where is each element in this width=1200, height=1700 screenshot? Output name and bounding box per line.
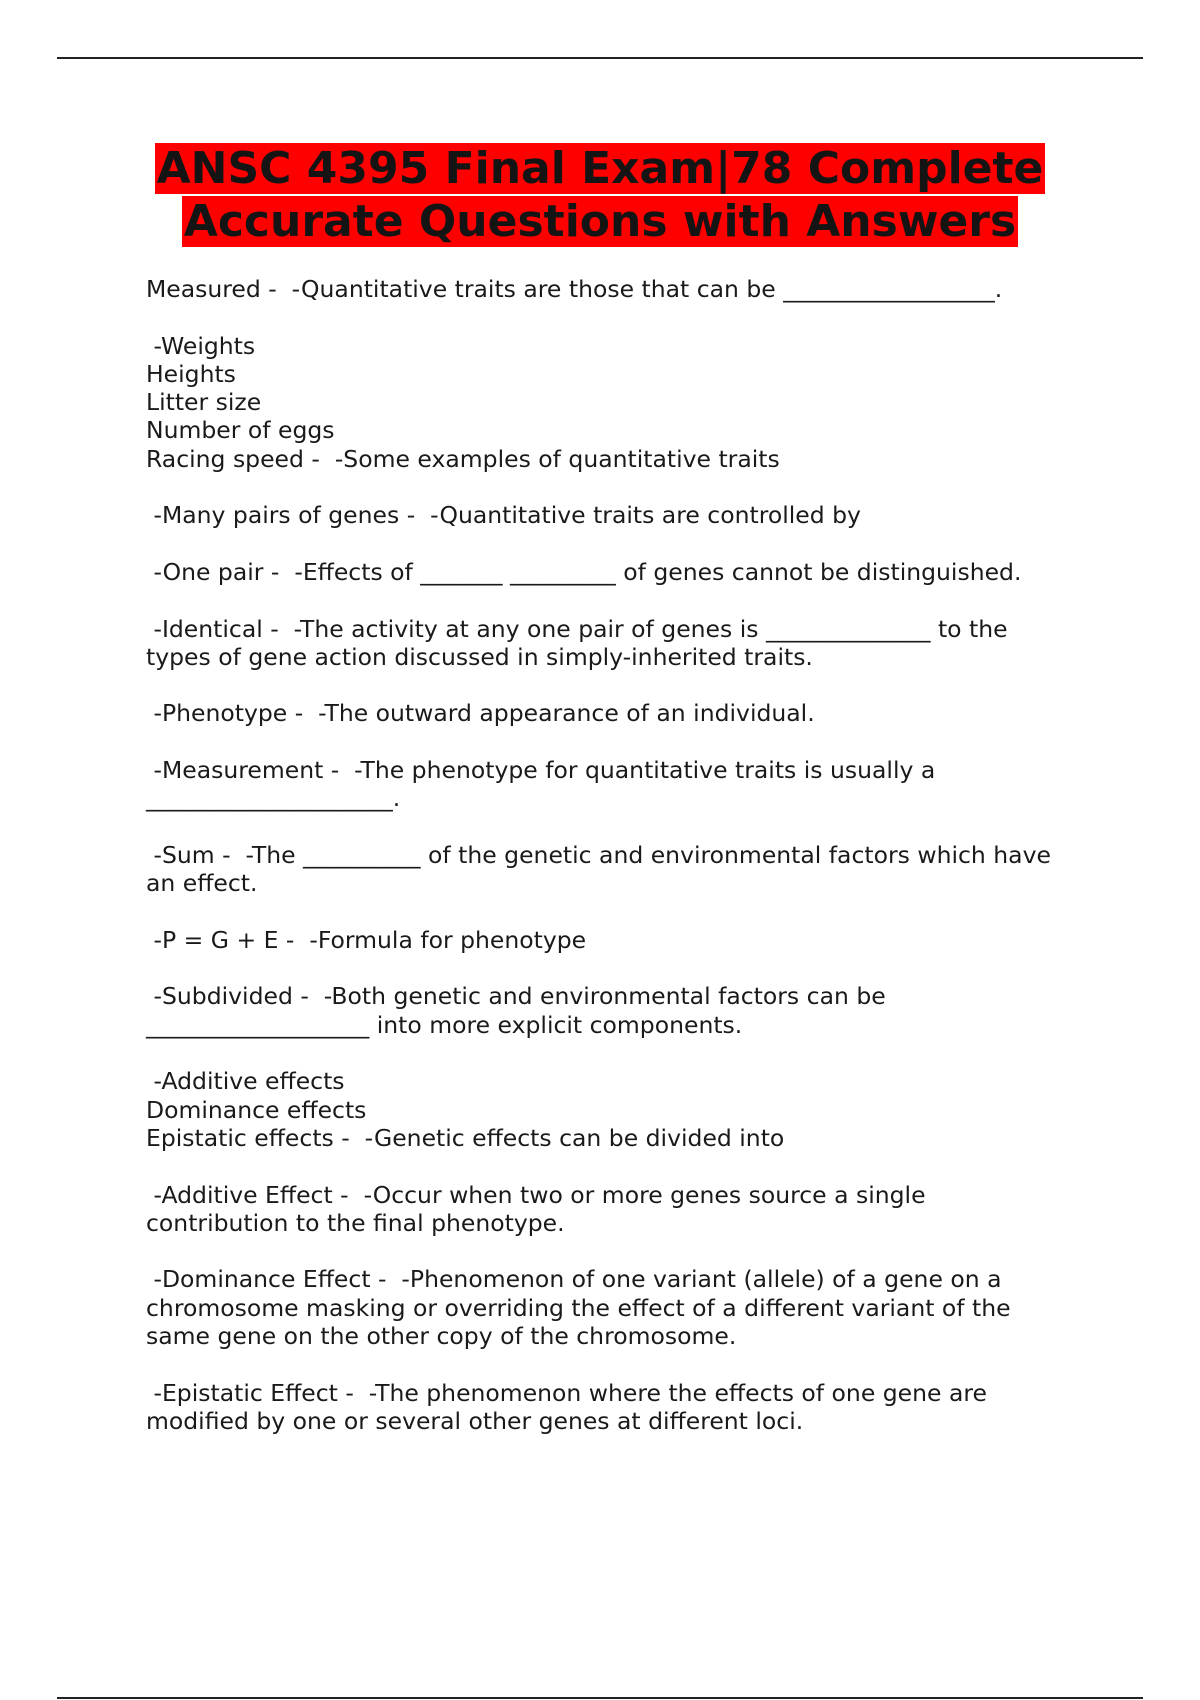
qa-item: -Identical - -The activity at any one pair of genes is ______________ to the types of gene action discussed in simply-inherited traits. (146, 614, 1008, 671)
qa-item: -One pair - -Effects of _______ _________ of genes cannot be distinguished. (146, 557, 1022, 586)
qa-item: -Additive effects Dominance effects Epistatic effects - -Genetic effects can be divided into (146, 1067, 785, 1152)
qa-item: -P = G + E - -Formula for phenotype (146, 925, 587, 954)
top-rule (57, 57, 1143, 59)
qa-list (146, 275, 1086, 1463)
qa-item: -Subdivided - -Both genetic and environmental factors can be ___________________ into more explicit components. (146, 982, 886, 1039)
title-line-1: ANSC 4395 Final Exam|78 Complete (156, 143, 1044, 194)
qa-item: -Weights Heights Litter size Number of eggs Racing speed - -Some examples of quantitative traits (146, 331, 780, 473)
qa-item: -Phenotype - -The outward appearance of an individual. (146, 699, 815, 728)
qa-item: -Additive Effect - -Occur when two or more genes source a single contribution to the final phenotype. (146, 1180, 926, 1237)
title-line-2: Accurate Questions with Answers (183, 196, 1017, 247)
qa-item: -Many pairs of genes - -Quantitative traits are controlled by (146, 501, 861, 530)
qa-item: -Sum - -The __________ of the genetic and environmental factors which have an effect. (146, 840, 1051, 898)
qa-item: -Epistatic Effect - -The phenomenon where the effects of one gene are modified by one or several other genes at different loci. (146, 1378, 987, 1435)
qa-item: -Dominance Effect - -Phenomenon of one variant (allele) of a gene on a chromosome masking or overriding the effect of a different variant of the same gene on the other copy of the chromosome. (146, 1265, 1011, 1350)
document-title (60, 142, 1140, 248)
qa-item: Measured - -Quantitative traits are those that can be __________________. (146, 275, 1003, 303)
bottom-rule (57, 1697, 1143, 1699)
qa-item: -Measurement - -The phenotype for quantitative traits is usually a _____________________. (146, 756, 936, 813)
